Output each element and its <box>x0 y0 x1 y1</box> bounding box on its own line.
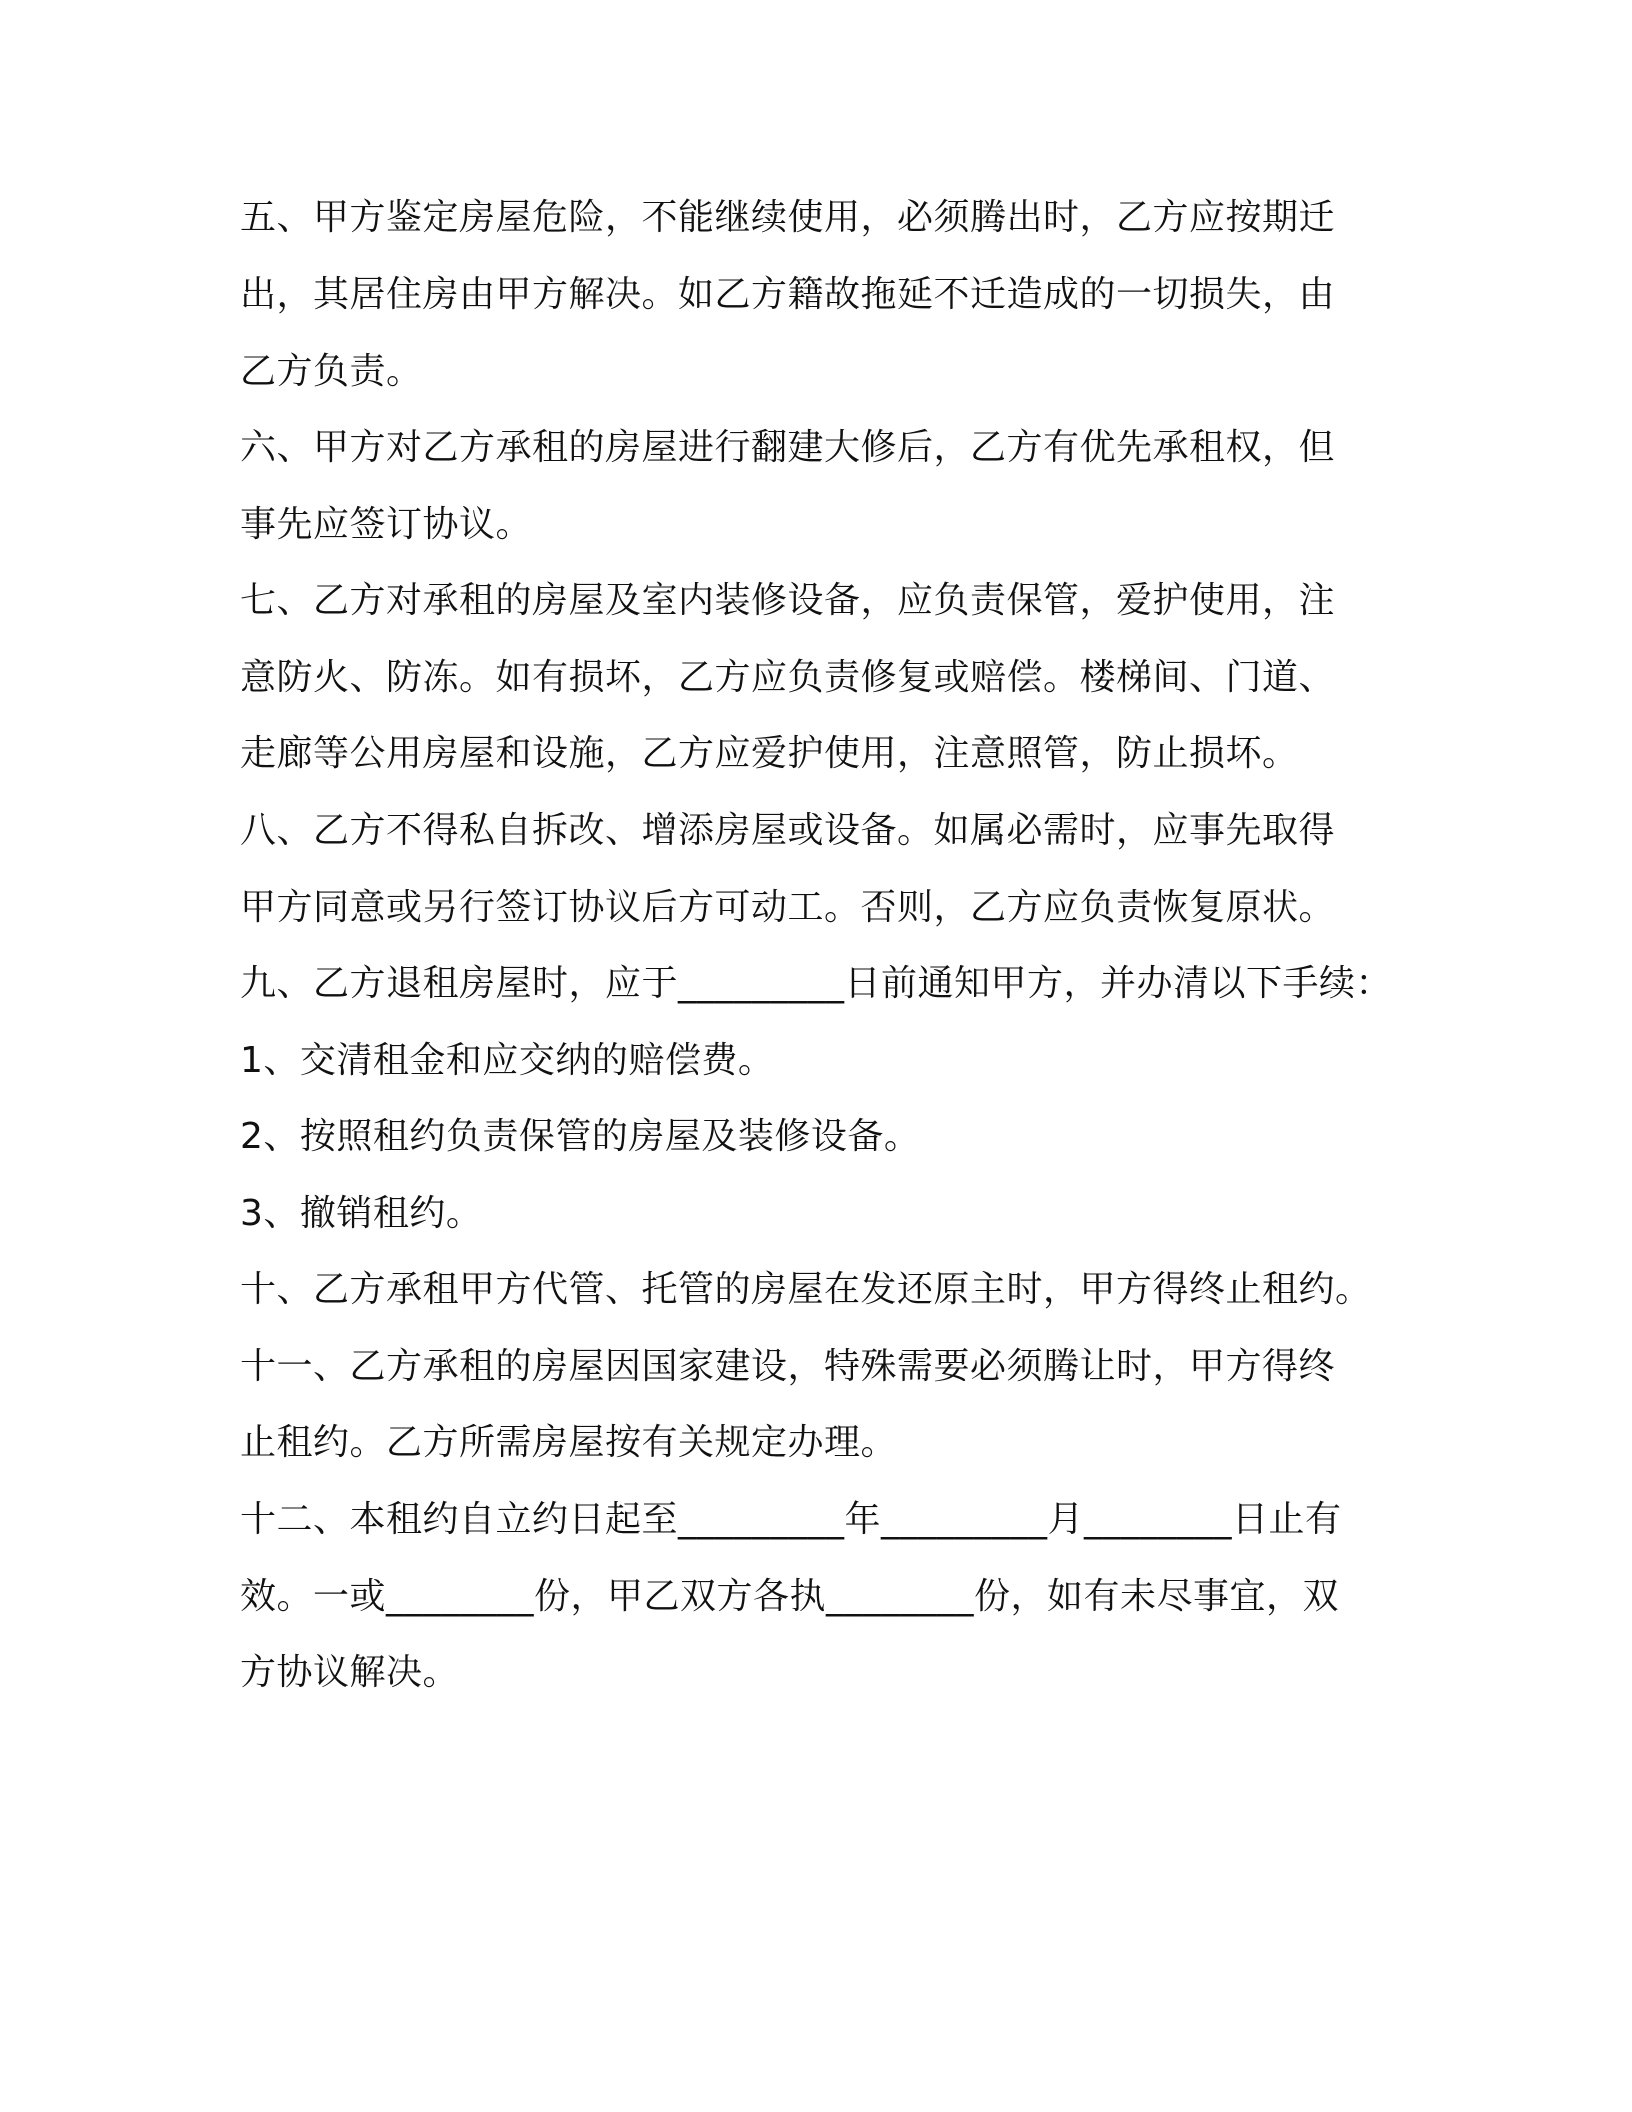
text-line: 五、甲方鉴定房屋危险，不能继续使用，必须腾出时，乙方应按期迁 <box>240 197 1336 238</box>
text-line: 六、甲方对乙方承租的房屋进行翻建大修后，乙方有优先承租权，但 <box>240 427 1336 468</box>
text-line: 意防火、防冻。如有损坏，乙方应负责修复或赔偿。楼梯间、门道、 <box>240 657 1336 698</box>
text-line: 十一、乙方承租的房屋因国家建设，特殊需要必须腾让时，甲方得终 <box>240 1346 1336 1387</box>
text-line: 方协议解决。 <box>240 1652 460 1693</box>
list-item: 1、交清租金和应交纳的赔偿费。 <box>240 1040 775 1081</box>
text-line: 九、乙方退租房屋时，应于_________日前通知甲方，并办清以下手续： <box>240 963 1393 1004</box>
text-line: 走廊等公用房屋和设施，乙方应爱护使用，注意照管，防止损坏。 <box>240 733 1299 774</box>
text-line: 七、乙方对承租的房屋及室内装修设备，应负责保管，爱护使用，注 <box>240 580 1336 621</box>
text-line: 甲方同意或另行签订协议后方可动工。否则，乙方应负责恢复原状。 <box>240 887 1336 928</box>
text-line: 事先应签订协议。 <box>240 504 533 545</box>
text-line: 十、乙方承租甲方代管、托管的房屋在发还原主时，甲方得终止租约。 <box>240 1269 1372 1310</box>
text-line: 乙方负责。 <box>240 351 423 392</box>
text-line: 止租约。乙方所需房屋按有关规定办理。 <box>240 1422 898 1463</box>
list-item: 2、按照租约负责保管的房屋及装修设备。 <box>240 1116 921 1157</box>
list-item: 3、撤销租约。 <box>240 1193 483 1234</box>
text-line: 出，其居住房由甲方解决。如乙方籍故拖延不迁造成的一切损失，由 <box>240 274 1336 315</box>
text-line: 八、乙方不得私自拆改、增添房屋或设备。如属必需时，应事先取得 <box>240 810 1336 851</box>
text-line: 十二、本租约自立约日起至_________年_________月________日止有 <box>240 1499 1342 1540</box>
text-line: 效。一或________份，甲乙双方各执________份，如有未尽事宜，双 <box>240 1576 1340 1617</box>
